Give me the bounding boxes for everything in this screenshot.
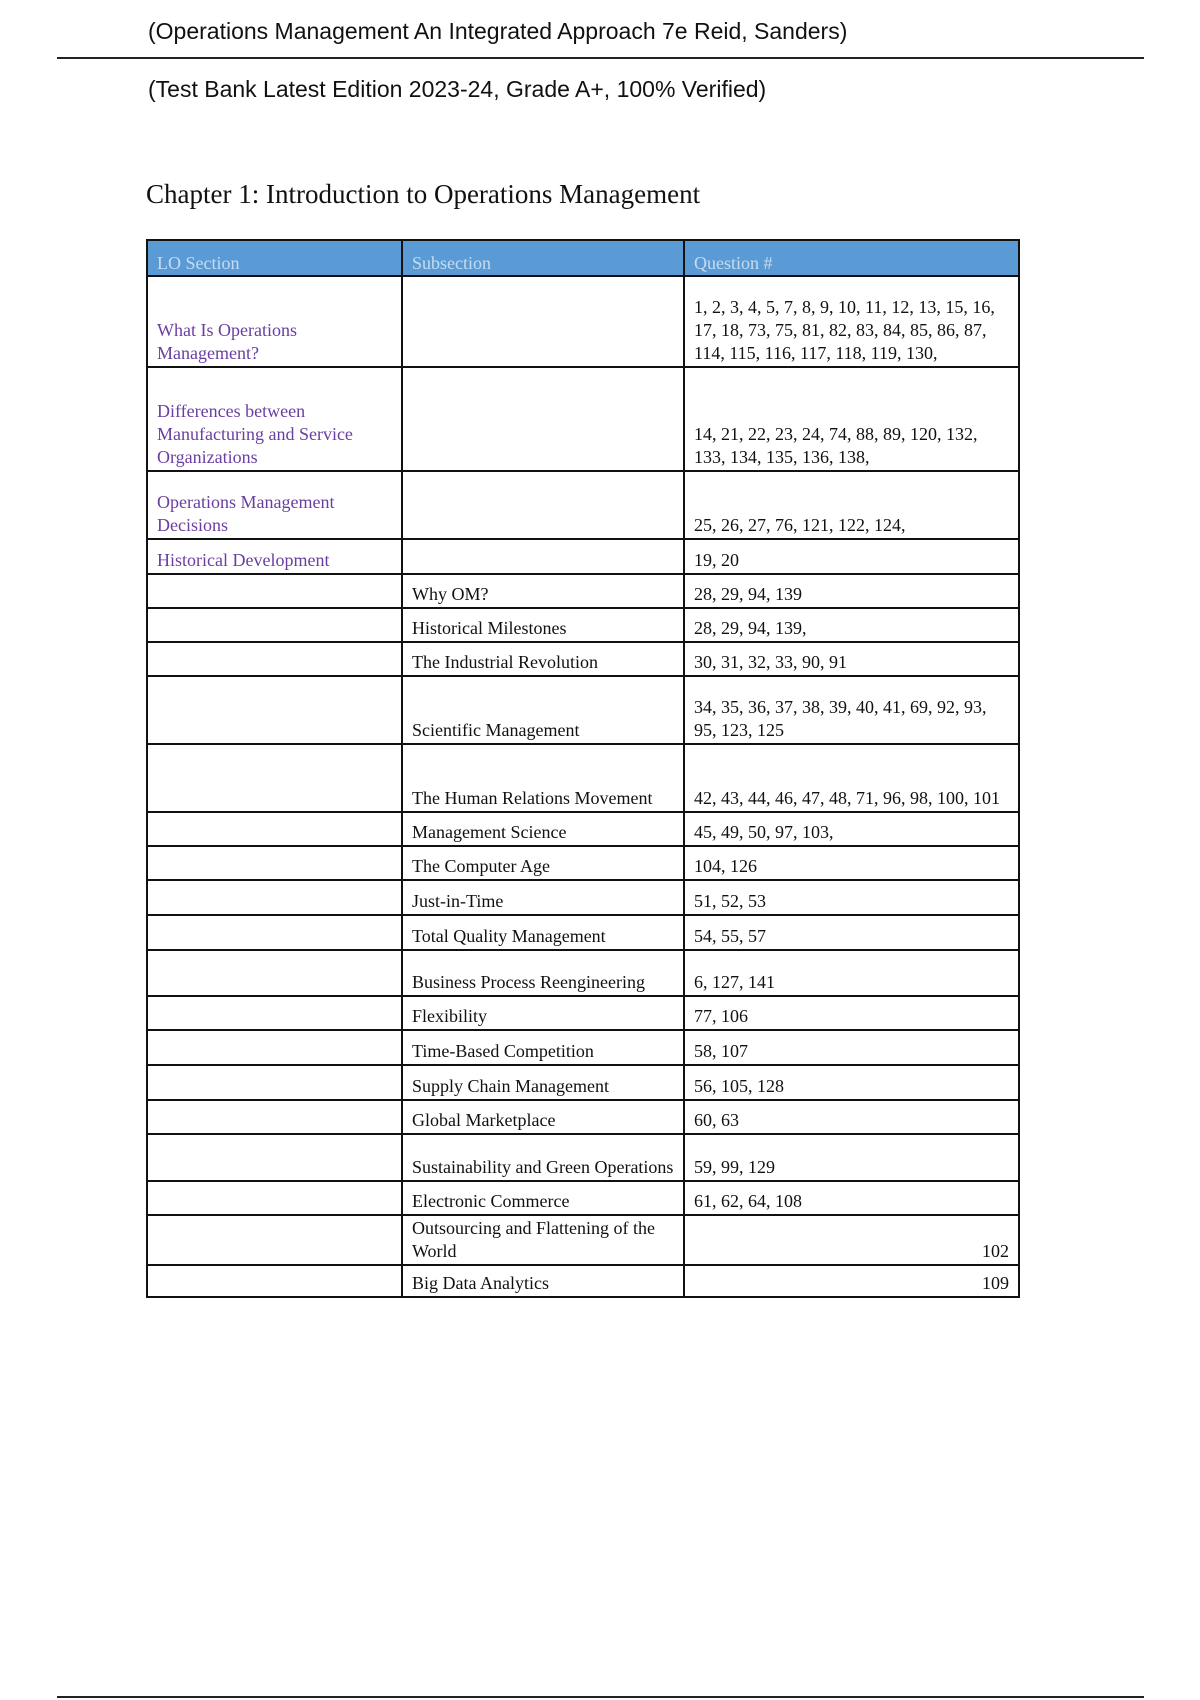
- table-row: [147, 950, 1019, 996]
- lo-section-cell: [147, 608, 402, 642]
- question-numbers-cell: 59, 99, 129: [684, 1134, 1019, 1181]
- subsection-cell: Business Process Reengineering: [402, 950, 684, 996]
- question-numbers-cell: 51, 52, 53: [684, 880, 1019, 915]
- subsection-cell: The Industrial Revolution: [402, 642, 684, 676]
- question-numbers-cell: 102: [684, 1215, 1019, 1265]
- table-header-row: [147, 240, 1019, 276]
- question-numbers-cell: 25, 26, 27, 76, 121, 122, 124,: [684, 471, 1019, 539]
- lo-section-cell: [147, 1065, 402, 1100]
- question-mapping-table: [146, 239, 1020, 1298]
- table-row: [147, 1181, 1019, 1215]
- subsection-cell: [402, 276, 684, 367]
- question-numbers-cell: 19, 20: [684, 539, 1019, 574]
- lo-section-cell: [147, 915, 402, 950]
- table-row: [147, 276, 1019, 367]
- subsection-cell: [402, 367, 684, 471]
- subsection-cell: Total Quality Management: [402, 915, 684, 950]
- subsection-cell: The Computer Age: [402, 846, 684, 880]
- table-row: [147, 915, 1019, 950]
- subsection-cell: Just-in-Time: [402, 880, 684, 915]
- subsection-cell: Scientific Management: [402, 676, 684, 744]
- table-row: [147, 471, 1019, 539]
- table-row: [147, 744, 1019, 812]
- subsection-cell: Historical Milestones: [402, 608, 684, 642]
- lo-section-cell: [147, 676, 402, 744]
- table-row: [147, 1065, 1019, 1100]
- subsection-cell: Big Data Analytics: [402, 1265, 684, 1297]
- table-row: [147, 1030, 1019, 1065]
- lo-section-cell: [147, 1215, 402, 1265]
- lo-section-link[interactable]: Historical Development: [147, 539, 402, 574]
- question-numbers-cell: 104, 126: [684, 846, 1019, 880]
- lo-section-link[interactable]: Operations Management Decisions: [147, 471, 402, 539]
- table-row: [147, 1134, 1019, 1181]
- subsection-cell: Outsourcing and Flattening of the World: [402, 1215, 684, 1265]
- question-numbers-cell: 42, 43, 44, 46, 47, 48, 71, 96, 98, 100, 101: [684, 744, 1019, 812]
- document-header-subtitle: (Test Bank Latest Edition 2023-24, Grade A+, 100% Verified): [148, 76, 767, 102]
- question-numbers-cell: 34, 35, 36, 37, 38, 39, 40, 41, 69, 92, 93, 95, 123, 125: [684, 676, 1019, 744]
- lo-section-cell: [147, 950, 402, 996]
- question-numbers-cell: 60, 63: [684, 1100, 1019, 1134]
- table-row: [147, 1265, 1019, 1297]
- question-numbers-cell: 28, 29, 94, 139,: [684, 608, 1019, 642]
- subsection-cell: [402, 471, 684, 539]
- lo-section-cell: [147, 1265, 402, 1297]
- column-header-subsection: Subsection: [402, 240, 684, 276]
- question-numbers-cell: 58, 107: [684, 1030, 1019, 1065]
- subsection-cell: Management Science: [402, 812, 684, 846]
- table-row: [147, 367, 1019, 471]
- lo-section-cell: [147, 812, 402, 846]
- subsection-cell: Supply Chain Management: [402, 1065, 684, 1100]
- header-divider: [57, 57, 1144, 59]
- footer-divider: [57, 1696, 1144, 1698]
- document-header-title: (Operations Management An Integrated Approach 7e Reid, Sanders): [148, 18, 848, 44]
- question-numbers-cell: 109: [684, 1265, 1019, 1297]
- column-header-lo-section: LO Section: [147, 240, 402, 276]
- column-header-question-number: Question #: [684, 240, 1019, 276]
- lo-section-link[interactable]: Differences between Manufacturing and Service Organizations: [147, 367, 402, 471]
- table-row: [147, 642, 1019, 676]
- question-numbers-cell: 6, 127, 141: [684, 950, 1019, 996]
- subsection-cell: Time-Based Competition: [402, 1030, 684, 1065]
- lo-section-cell: [147, 642, 402, 676]
- lo-section-cell: [147, 1100, 402, 1134]
- lo-section-link[interactable]: What Is Operations Management?: [147, 276, 402, 367]
- table-row: [147, 574, 1019, 608]
- question-numbers-cell: 28, 29, 94, 139: [684, 574, 1019, 608]
- lo-section-cell: [147, 880, 402, 915]
- table-row: [147, 539, 1019, 574]
- subsection-cell: Global Marketplace: [402, 1100, 684, 1134]
- question-numbers-cell: 45, 49, 50, 97, 103,: [684, 812, 1019, 846]
- subsection-cell: Electronic Commerce: [402, 1181, 684, 1215]
- question-numbers-cell: 14, 21, 22, 23, 24, 74, 88, 89, 120, 132, 133, 134, 135, 136, 138,: [684, 367, 1019, 471]
- table-row: [147, 1100, 1019, 1134]
- lo-section-cell: [147, 1030, 402, 1065]
- table-row: [147, 676, 1019, 744]
- question-numbers-cell: 56, 105, 128: [684, 1065, 1019, 1100]
- question-numbers-cell: 77, 106: [684, 996, 1019, 1030]
- question-numbers-cell: 54, 55, 57: [684, 915, 1019, 950]
- lo-section-cell: [147, 574, 402, 608]
- lo-section-cell: [147, 1181, 402, 1215]
- table-row: [147, 880, 1019, 915]
- subsection-cell: The Human Relations Movement: [402, 744, 684, 812]
- lo-section-cell: [147, 1134, 402, 1181]
- lo-section-cell: [147, 846, 402, 880]
- subsection-cell: Flexibility: [402, 996, 684, 1030]
- subsection-cell: Sustainability and Green Operations: [402, 1134, 684, 1181]
- subsection-cell: Why OM?: [402, 574, 684, 608]
- lo-section-cell: [147, 996, 402, 1030]
- table-row: [147, 996, 1019, 1030]
- lo-section-cell: [147, 744, 402, 812]
- question-numbers-cell: 61, 62, 64, 108: [684, 1181, 1019, 1215]
- table-row: [147, 812, 1019, 846]
- chapter-title: Chapter 1: Introduction to Operations Management: [146, 179, 701, 209]
- table-row: [147, 608, 1019, 642]
- question-numbers-cell: 30, 31, 32, 33, 90, 91: [684, 642, 1019, 676]
- question-numbers-cell: 1, 2, 3, 4, 5, 7, 8, 9, 10, 11, 12, 13, 15, 16, 17, 18, 73, 75, 81, 82, 83, 84, 85, 86, 87, 114, 115, 116, 117, 118, 119, 130,: [684, 276, 1019, 367]
- subsection-cell: [402, 539, 684, 574]
- table-row: [147, 846, 1019, 880]
- table-row: [147, 1215, 1019, 1265]
